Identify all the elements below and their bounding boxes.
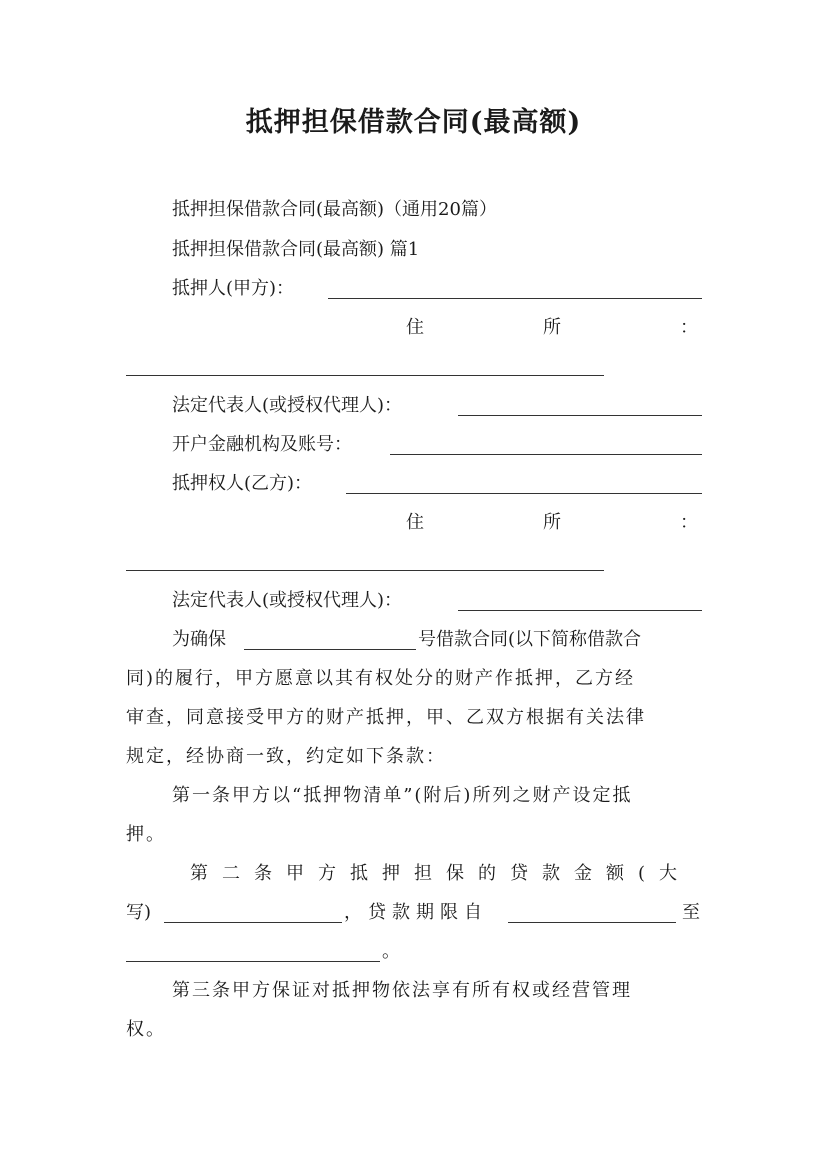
- loan-amount-blank[interactable]: [164, 922, 342, 923]
- article-2-zhi: 至: [682, 902, 700, 923]
- legal-rep-b-blank[interactable]: [458, 610, 702, 611]
- address-char-2: 所: [543, 317, 561, 338]
- legal-rep-b-label: 法定代表人(或授权代理人)：: [172, 590, 403, 611]
- intro-line-4: 规定，经协商一致，约定如下条款：: [126, 746, 446, 767]
- article-2-line-1: 第二条甲方抵押担保的贷款金额(大: [190, 863, 692, 884]
- legal-rep-a-blank[interactable]: [458, 415, 702, 416]
- legal-rep-a-label: 法定代表人(或授权代理人)：: [172, 395, 403, 416]
- document-title: 抵押担保借款合同(最高额): [245, 107, 582, 138]
- address-b-char-1: 住: [406, 512, 424, 533]
- term-end-blank[interactable]: [126, 961, 380, 962]
- address-char-1: 住: [406, 317, 424, 338]
- article-1-line-1: 第一条甲方以“抵押物清单”(附后)所列之财产设定抵: [172, 785, 633, 806]
- bank-line: [126, 425, 702, 464]
- article-1-line-2: 押。: [126, 824, 166, 845]
- intro-line-3: 审查，同意接受甲方的财产抵押，甲、乙双方根据有关法律: [126, 707, 646, 728]
- term-start-blank[interactable]: [508, 922, 676, 923]
- article-3-line-2: 权。: [126, 1019, 166, 1040]
- article-2-xie: 写): [126, 902, 152, 923]
- article-2-period: 。: [382, 941, 400, 962]
- subtitle-text: 抵押担保借款合同(最高额)（通用20篇）: [172, 199, 497, 220]
- party-a-blank[interactable]: [328, 298, 702, 299]
- intro-suffix: 号借款合同(以下简称借款合: [418, 629, 642, 650]
- intro-prefix: 为确保: [172, 629, 226, 650]
- address-a-blank[interactable]: [126, 375, 604, 376]
- legal-rep-b-line: [126, 581, 702, 620]
- intro-line-1: [126, 620, 702, 659]
- intro-line-2: 同)的履行，甲方愿意以其有权处分的财产作抵押，乙方经: [126, 668, 636, 689]
- bank-blank[interactable]: [390, 454, 702, 455]
- address-b-colon: ：: [680, 512, 698, 533]
- section-heading-line: [126, 230, 702, 269]
- party-b-line: [126, 464, 702, 503]
- party-a-label: 抵押人(甲方)：: [172, 278, 295, 299]
- subtitle-line: [126, 190, 702, 229]
- address-b-char-2: 所: [543, 512, 561, 533]
- address-colon: ：: [680, 317, 698, 338]
- article-2-line-3: [126, 932, 702, 971]
- loan-contract-number-blank[interactable]: [244, 649, 416, 650]
- bank-label: 开户金融机构及账号：: [172, 434, 352, 455]
- party-b-blank[interactable]: [346, 493, 702, 494]
- address-b-blank[interactable]: [126, 570, 604, 571]
- article-2-line-2: [126, 893, 702, 932]
- article-3-line-1: 第三条甲方保证对抵押物依法享有所有权或经营管理: [172, 980, 632, 1001]
- section-heading: 抵押担保借款合同(最高额) 篇1: [172, 239, 420, 260]
- article-2-term-label: ，贷款期限自: [344, 902, 488, 923]
- party-a-line: [126, 269, 702, 308]
- legal-rep-a-line: [126, 386, 702, 425]
- party-b-label: 抵押权人(乙方)：: [172, 473, 313, 494]
